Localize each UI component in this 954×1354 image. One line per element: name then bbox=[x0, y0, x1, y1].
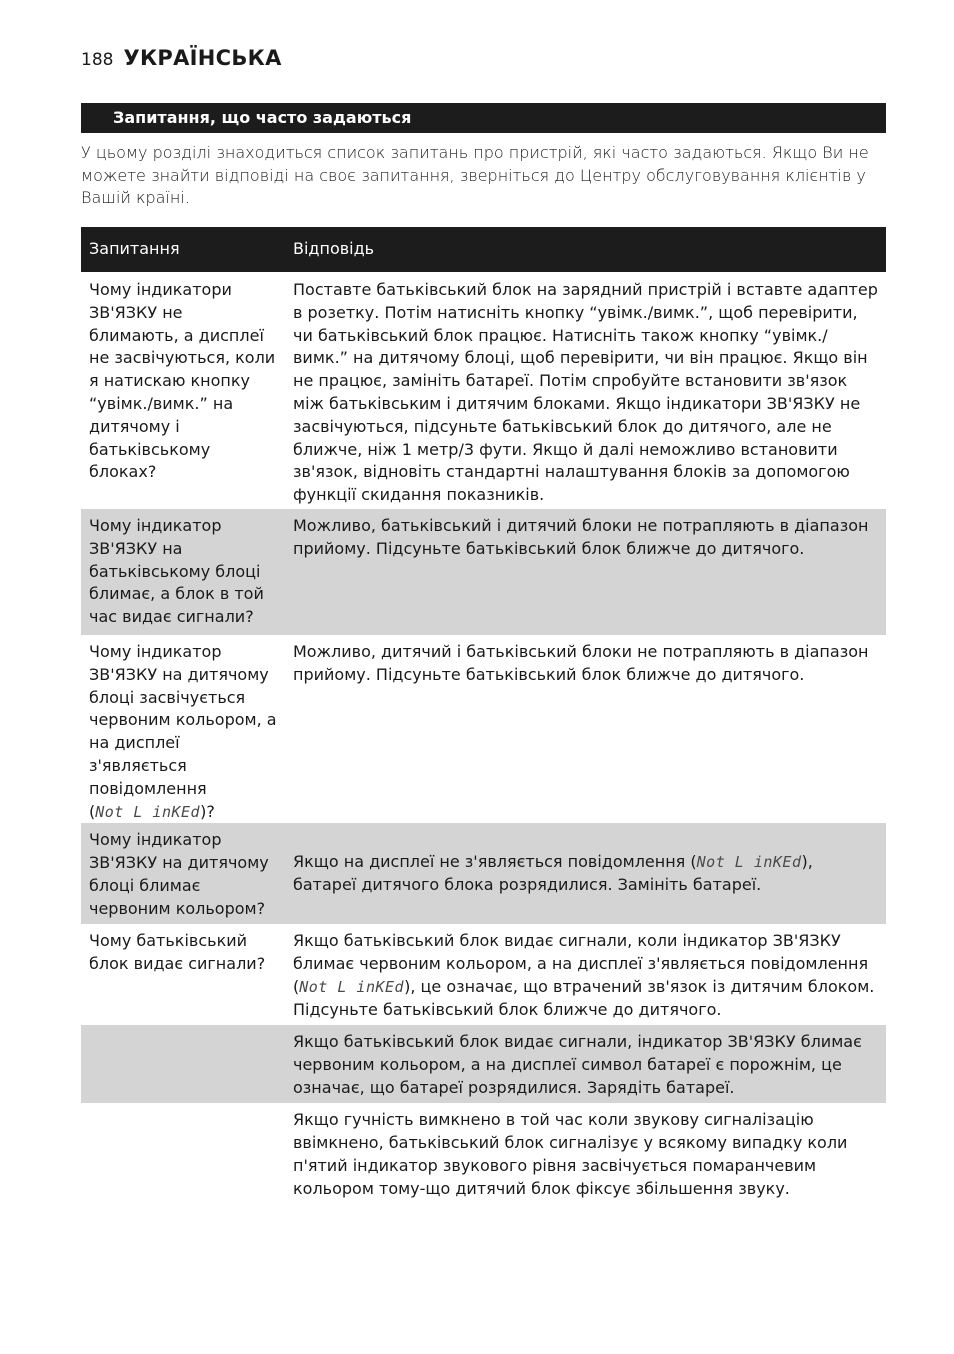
page-header bbox=[81, 46, 282, 76]
table-row bbox=[81, 509, 886, 635]
column-header-answer: Відповідь bbox=[285, 227, 886, 272]
language-title: УКРАЇНСЬКА bbox=[123, 46, 282, 70]
answer-cell: Якщо батьківський блок видає сигнали, коли індикатор ЗВ'ЯЗКУ блимає червоним кольором, а на дисплеї з'являється повідомлення (Not L inKEd), це означає, що втрачений зв'язок із дитячим блоком. Підсуньте батьківський блок ближче до дитячого. bbox=[293, 931, 875, 1019]
table-row bbox=[81, 823, 886, 924]
answer-cell: Якщо гучність вимкнено в той час коли звукову сигналізацію ввімкнено, батьківський блок сигналізує у всякому випадку коли п'ятий індикатор звукового рівня засвічується помаранчевим кольором тому-що дитячий блок фіксує збільшення звуку. bbox=[293, 1110, 848, 1198]
question-text: Чому індикатор ЗВ'ЯЗКУ на дитячому блоці засвічується червоним кольором, а на дисплеї з'являється повідомлення bbox=[89, 642, 277, 798]
table-row bbox=[81, 924, 886, 1025]
faq-table bbox=[81, 227, 886, 1203]
intro-paragraph: У цьому розділі знаходиться список запитань про пристрій, які часто задаються. Якщо Ви не можете знайти відповіді на своє запитання, зверніться до Центру обслуговування клієнтів у Вашій країні. bbox=[81, 143, 869, 207]
answer-cell: Якщо на дисплеї не з'являється повідомлення (Not L inKEd), батареї дитячого блока розрядилися. Замініть батареї. bbox=[285, 823, 886, 924]
answer-cell: Можливо, батьківський і дитячий блоки не потрапляють в діапазон прийому. Підсуньте батьківський блок ближче до дитячого. bbox=[285, 509, 886, 635]
question-cell: Чому батьківський блок видає сигнали? bbox=[89, 931, 266, 974]
page-number: 188 bbox=[81, 50, 114, 70]
question-cell: Чому індикатор ЗВ'ЯЗКУ на дитячому блоці засвічується червоним кольором, а на дисплеї з'являється повідомлення (Not L inKEd)? bbox=[89, 642, 277, 821]
column-header-question: Запитання bbox=[81, 227, 285, 272]
answer-cell: Поставте батьківський блок на зарядний пристрій і вставте адаптер в розетку. Потім натисніть кнопку “увімк./вимк.”, щоб перевірити, чи батьківський блок працює. Натисніть також кнопку “увімк./вимк.” на дитячому блоці, щоб перевірити, чи він працює. Якщо він не працює, замініть батареї. Потім спробуйте встановити зв'язок між батьківським і дитячим блоками. Якщо індикатори ЗВ'ЯЗКУ не засвічуються, підсуньте батьківський блок до дитячого, але не ближче, ніж 1 метр/3 фути. Якщо й далі неможливо встановити зв'язок, відновіть стандартні налаштування блоків за допомогою функції скидання показників. bbox=[293, 280, 878, 505]
section-title: Запитання, що часто задаються bbox=[113, 108, 412, 127]
section-title-bar bbox=[81, 103, 886, 133]
table-row bbox=[81, 272, 886, 509]
question-cell bbox=[81, 1025, 285, 1103]
question-cell: Чому індикатори ЗВ'ЯЗКУ не блимають, а дисплеї не засвічуються, коли я натискаю кнопку “увімк./вимк.” на дитячому і батьківському блоках? bbox=[89, 280, 276, 482]
lcd-message: Not L inKEd bbox=[696, 853, 802, 872]
lcd-message: Not L inKEd bbox=[299, 977, 405, 996]
table-row bbox=[81, 635, 886, 823]
lcd-message: Not L inKEd bbox=[95, 802, 201, 821]
question-cell bbox=[81, 1103, 285, 1203]
question-cell: Чому індикатор ЗВ'ЯЗКУ на батьківському блоці блимає, а блок в той час видає сигнали? bbox=[81, 509, 285, 635]
question-cell: Чому індикатор ЗВ'ЯЗКУ на дитячому блоці блимає червоним кольором? bbox=[81, 823, 285, 924]
table-header-row bbox=[81, 227, 886, 272]
table-row bbox=[81, 1025, 886, 1103]
table-row bbox=[81, 1103, 886, 1203]
answer-cell: Можливо, дитячий і батьківський блоки не потрапляють в діапазон прийому. Підсуньте батьківський блок ближче до дитячого. bbox=[293, 642, 869, 684]
answer-cell: Якщо батьківський блок видає сигнали, індикатор ЗВ'ЯЗКУ блимає червоним кольором, а на дисплеї символ батареї є порожнім, це означає, що батареї розрядилися. Зарядіть батареї. bbox=[285, 1025, 886, 1103]
